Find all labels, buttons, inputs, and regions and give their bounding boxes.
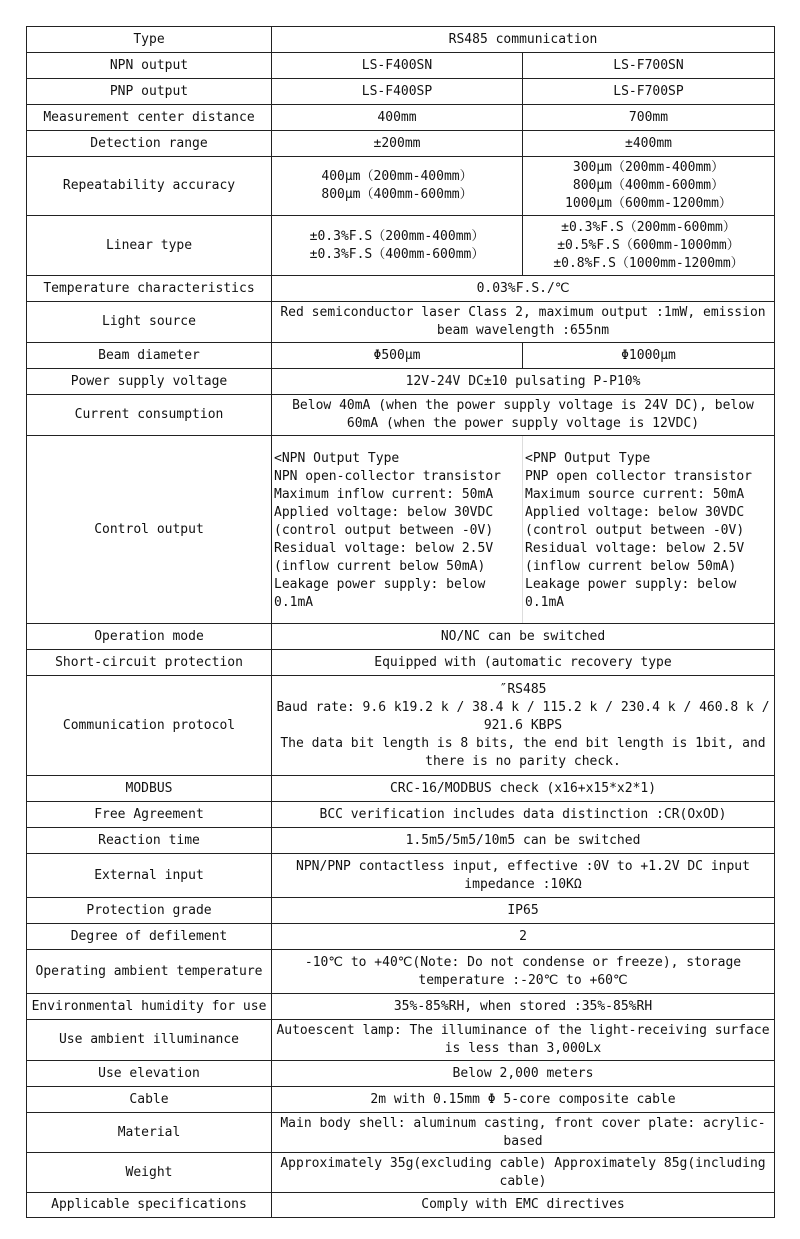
row-label: Use ambient illuminance: [27, 1020, 272, 1061]
row-value-npn: <NPN Output Type NPN open-collector transistor Maximum inflow current: 50mA Applied voltage: below 30VDC (control output between -0V) Residual voltage: below 2.5V (inflow current below 50mA) Leakage power supply: below 0.1mA: [272, 436, 523, 624]
row-label: Temperature characteristics: [27, 276, 272, 302]
row-protection-grade: [27, 898, 775, 924]
row-label: Cable: [27, 1087, 272, 1113]
row-label: External input: [27, 854, 272, 898]
row-short-circuit-protection: [27, 650, 775, 676]
row-value: 1.5m5/5m5/10m5 can be switched: [272, 828, 775, 854]
row-linear-type: [27, 216, 775, 276]
row-label: Protection grade: [27, 898, 272, 924]
row-control-output: [27, 436, 775, 624]
row-value: NO/NC can be switched: [272, 624, 775, 650]
row-use-elevation: [27, 1061, 775, 1087]
row-value: Below 2,000 meters: [272, 1061, 775, 1087]
row-value: Red semiconductor laser Class 2, maximum output :1mW, emission beam wavelength :655nm: [272, 302, 775, 343]
row-label: Operation mode: [27, 624, 272, 650]
row-power-supply-voltage: [27, 369, 775, 395]
row-label: Environmental humidity for use: [27, 994, 272, 1020]
row-label: Weight: [27, 1153, 272, 1193]
row-label: NPN output: [27, 53, 272, 79]
row-label: Measurement center distance: [27, 105, 272, 131]
row-npn-output: [27, 53, 775, 79]
row-label: Detection range: [27, 131, 272, 157]
row-label: PNP output: [27, 79, 272, 105]
row-value-f700: ±0.3%F.S（200mm-600mm） ±0.5%F.S（600mm-1000mm） ±0.8%F.S（1000mm-1200mm）: [523, 216, 775, 276]
row-label: Operating ambient temperature: [27, 950, 272, 994]
row-value: BCC verification includes data distinction :CR(OxOD): [272, 802, 775, 828]
row-cable: [27, 1087, 775, 1113]
row-value: IP65: [272, 898, 775, 924]
row-value: CRC-16/MODBUS check (x16+x15*x2*1): [272, 776, 775, 802]
row-value: Below 40mA (when the power supply voltage is 24V DC), below 60mA (when the power supply voltage is 12VDC): [272, 395, 775, 436]
row-detection-range: [27, 131, 775, 157]
row-label: Light source: [27, 302, 272, 343]
row-value: Equipped with (automatic recovery type: [272, 650, 775, 676]
row-label: Short-circuit protection: [27, 650, 272, 676]
row-label: Material: [27, 1113, 272, 1153]
row-operation-mode: [27, 624, 775, 650]
spec-table: [26, 26, 775, 1218]
row-label: Reaction time: [27, 828, 272, 854]
row-current-consumption: [27, 395, 775, 436]
row-modbus: [27, 776, 775, 802]
row-label: Communication protocol: [27, 676, 272, 776]
row-value-f400: 400mm: [272, 105, 523, 131]
row-type: [27, 27, 775, 53]
row-value: ″RS485 Baud rate: 9.6 k19.2 k / 38.4 k / 115.2 k / 230.4 k / 460.8 k / 921.6 KBPS The data bit length is 8 bits, the end bit length is 1bit, and there is no parity check.: [272, 676, 775, 776]
row-weight: [27, 1153, 775, 1193]
row-label: Applicable specifications: [27, 1193, 272, 1218]
row-value: Comply with EMC directives: [272, 1193, 775, 1218]
row-label: Beam diameter: [27, 343, 272, 369]
row-value: -10℃ to +40℃(Note: Do not condense or freeze), storage temperature :-20℃ to +60℃: [272, 950, 775, 994]
row-value: RS485 communication: [272, 27, 775, 53]
row-free-agreement: [27, 802, 775, 828]
row-value-f700: LS-F700SP: [523, 79, 775, 105]
row-value: NPN/PNP contactless input, effective :0V to +1.2V DC input impedance :10KΩ: [272, 854, 775, 898]
row-use-ambient-illuminance: [27, 1020, 775, 1061]
row-label: MODBUS: [27, 776, 272, 802]
row-operating-ambient-temperature: [27, 950, 775, 994]
row-value-f700: ±400mm: [523, 131, 775, 157]
row-value: 0.03%F.S./℃: [272, 276, 775, 302]
row-beam-diameter: [27, 343, 775, 369]
row-value: Main body shell: aluminum casting, front cover plate: acrylic-based: [272, 1113, 775, 1153]
row-value-f700: Φ1000μm: [523, 343, 775, 369]
row-value: 35%-85%RH, when stored :35%-85%RH: [272, 994, 775, 1020]
row-label: Degree of defilement: [27, 924, 272, 950]
row-label: Current consumption: [27, 395, 272, 436]
row-label: Type: [27, 27, 272, 53]
row-label: Use elevation: [27, 1061, 272, 1087]
row-value-f400: ±200mm: [272, 131, 523, 157]
row-degree-of-defilement: [27, 924, 775, 950]
row-value: 2m with 0.15mm Φ 5-core composite cable: [272, 1087, 775, 1113]
row-value-f400: LS-F400SP: [272, 79, 523, 105]
row-label: Power supply voltage: [27, 369, 272, 395]
row-reaction-time: [27, 828, 775, 854]
row-label: Linear type: [27, 216, 272, 276]
row-material: [27, 1113, 775, 1153]
row-pnp-output: [27, 79, 775, 105]
row-repeatability-accuracy: [27, 157, 775, 216]
row-label: Repeatability accuracy: [27, 157, 272, 216]
row-label: Free Agreement: [27, 802, 272, 828]
row-value-f400: 400μm（200mm-400mm） 800μm（400mm-600mm）: [272, 157, 523, 216]
row-value-f400: LS-F400SN: [272, 53, 523, 79]
row-temperature-characteristics: [27, 276, 775, 302]
row-value-pnp: <PNP Output Type PNP open collector transistor Maximum source current: 50mA Applied voltage: below 30VDC (control output between -0V) Residual voltage: below 2.5V (inflow current below 50mA) Leakage power supply: below 0.1mA: [523, 436, 775, 624]
row-value-f700: 700mm: [523, 105, 775, 131]
row-value: 12V-24V DC±10 pulsating P-P10%: [272, 369, 775, 395]
row-communication-protocol: [27, 676, 775, 776]
row-light-source: [27, 302, 775, 343]
row-value-f700: 300μm（200mm-400mm） 800μm（400mm-600mm） 1000μm（600mm-1200mm）: [523, 157, 775, 216]
row-applicable-specifications: [27, 1193, 775, 1218]
row-external-input: [27, 854, 775, 898]
row-measurement-center-distance: [27, 105, 775, 131]
row-environmental-humidity: [27, 994, 775, 1020]
row-value: Approximately 35g(excluding cable) Approximately 85g(including cable): [272, 1153, 775, 1193]
row-value-f400: ±0.3%F.S（200mm-400mm） ±0.3%F.S（400mm-600mm）: [272, 216, 523, 276]
row-label: Control output: [27, 436, 272, 624]
row-value: 2: [272, 924, 775, 950]
row-value: Autoescent lamp: The illuminance of the light-receiving surface is less than 3,000Lx: [272, 1020, 775, 1061]
row-value-f400: Φ500μm: [272, 343, 523, 369]
row-value-f700: LS-F700SN: [523, 53, 775, 79]
